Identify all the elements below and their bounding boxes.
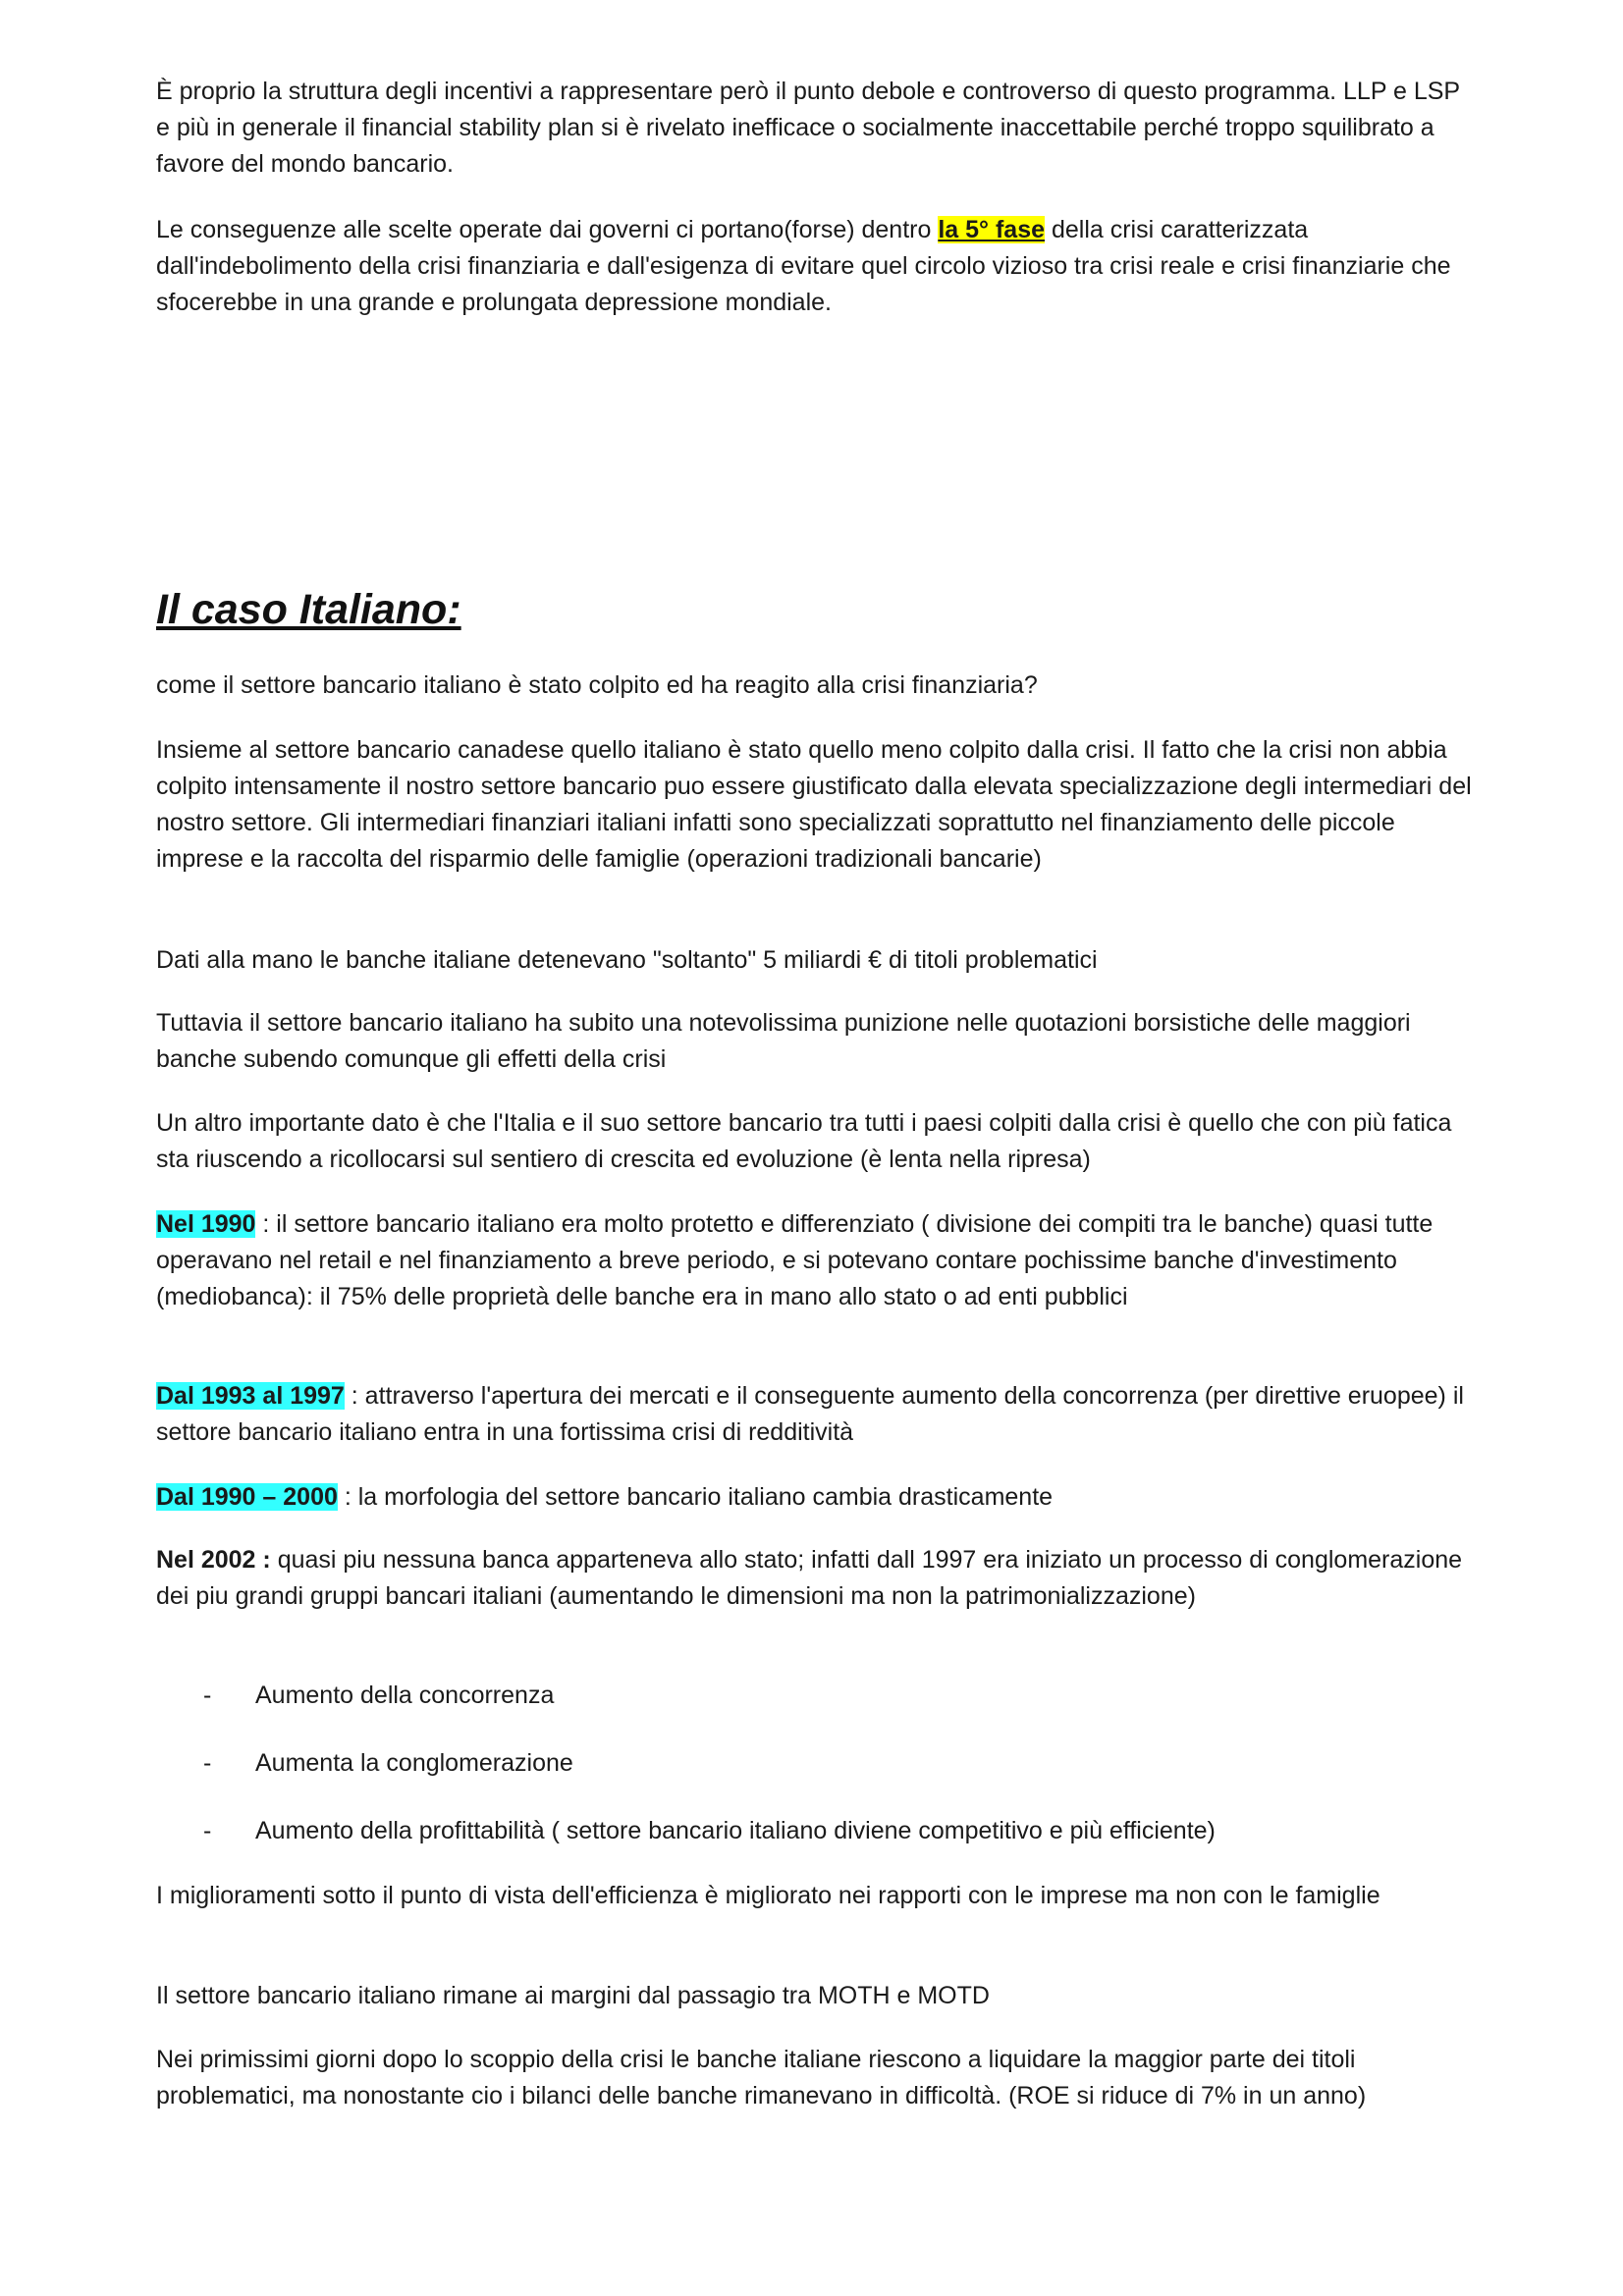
bullet-text: Aumento della concorrenza — [255, 1682, 555, 1709]
conseguenze-text-before: Le conseguenze alle scelte operate dai governi ci portano(forse) dentro — [156, 216, 939, 243]
timeline-1990 — [156, 1206, 1477, 1315]
margini-paragraph: Il settore bancario italiano rimane ai margini dal passagio tra MOTH e MOTD — [156, 1982, 990, 2009]
timeline-2000 — [156, 1479, 1477, 1516]
altro-paragraph: Un altro importante dato è che l'Italia e il suo settore bancario tra tutti i paesi colpiti dalla crisi è quello che con più fatica sta riuscendo a ricollocarsi sul sentiero di crescita ed evoluzione (è lenta nella ripresa) — [156, 1109, 1452, 1173]
timeline-1993-label: Dal 1993 al 1997 — [156, 1382, 345, 1410]
bullet-dash: - — [203, 1817, 212, 1844]
conseguenze-text-after: della crisi caratterizzata dall'indebolimento della crisi finanziaria e dall'esigenza di evitare quel circolo vizioso tra crisi reale e crisi finanziarie che sfocerebbe in una grande e prolungata depressione mondiale. — [156, 216, 1451, 316]
bullet-item — [203, 1745, 1480, 1782]
bullet-item — [203, 1813, 1480, 1849]
timeline-2002-text: quasi piu nessuna banca apparteneva allo stato; infatti dall 1997 era iniziato un processo di conglomerazione dei piu grandi gruppi bancari italiani (aumentando le dimensioni ma non la patrimonializzazione) — [156, 1546, 1463, 1610]
intro-paragraph: È proprio la struttura degli incentivi a rappresentare però il punto debole e controverso di questo programma. LLP e LSP e più in generale il financial stability plan si è rivelato inefficace o socialmente inaccettabile perché troppo squilibrato a favore del mondo bancario. — [156, 78, 1460, 178]
bullet-text: Aumenta la conglomerazione — [255, 1749, 573, 1777]
timeline-2002-label: Nel 2002 : — [156, 1546, 271, 1574]
bullet-dash: - — [203, 1749, 212, 1777]
insieme-paragraph: Insieme al settore bancario canadese quello italiano è stato quello meno colpito dalla crisi. Il fatto che la crisi non abbia colpito intensamente il nostro settore bancario puo essere giustificato dalla elevata specializzazione degli intermediari del nostro settore. Gli intermediari finanziari italiani infatti sono specializzati soprattutto nel finanziamento delle piccole imprese e la raccolta del risparmio delle famiglie (operazioni tradizionali bancarie) — [156, 736, 1472, 873]
timeline-1990-text: : il settore bancario italiano era molto protetto e differenziato ( divisione dei compiti tra le banche) quasi tutte operavano nel retail e nel finanziamento a breve periodo, e si potevano contare pochissime banche d'investimento (mediobanca): il 75% delle proprietà delle banche era in mano allo stato o ad enti pubblici — [156, 1210, 1434, 1310]
section-heading: Il caso Italiano: — [156, 586, 461, 633]
timeline-2000-label: Dal 1990 – 2000 — [156, 1483, 338, 1511]
timeline-1993 — [156, 1378, 1477, 1451]
conseguenze-paragraph — [156, 212, 1477, 321]
bullet-item — [203, 1678, 1480, 1714]
fase-highlight: la 5° fase — [938, 216, 1046, 243]
bullet-text: Aumento della profittabilità ( settore bancario italiano diviene competitivo e più efficiente) — [255, 1817, 1216, 1844]
timeline-1993-text: : attraverso l'apertura dei mercati e il conseguente aumento della concorrenza (per direttive eruopee) il settore bancario italiano entra in una fortissima crisi di redditività — [156, 1382, 1464, 1446]
timeline-2002 — [156, 1542, 1477, 1615]
dati-paragraph: Dati alla mano le banche italiane detenevano "soltanto" 5 miliardi € di titoli problematici — [156, 946, 1098, 974]
miglioramenti-paragraph: I miglioramenti sotto il punto di vista dell'efficienza è migliorato nei rapporti con le imprese ma non con le famiglie — [156, 1882, 1380, 1909]
timeline-2000-text: : la morfologia del settore bancario italiano cambia drasticamente — [337, 1483, 1054, 1511]
question-paragraph: come il settore bancario italiano è stato colpito ed ha reagito alla crisi finanziaria? — [156, 671, 1038, 699]
primissimi-paragraph: Nei primissimi giorni dopo lo scoppio della crisi le banche italiane riescono a liquidare la maggior parte dei titoli problematici, ma nonostante cio i bilanci delle banche rimanevano in difficoltà. (ROE si riduce di 7% in un anno) — [156, 2046, 1367, 2109]
tuttavia-paragraph: Tuttavia il settore bancario italiano ha subito una notevolissima punizione nelle quotazioni borsistiche delle maggiori banche subendo comunque gli effetti della crisi — [156, 1009, 1411, 1073]
timeline-1990-label: Nel 1990 — [156, 1210, 256, 1238]
bullet-dash: - — [203, 1682, 212, 1709]
